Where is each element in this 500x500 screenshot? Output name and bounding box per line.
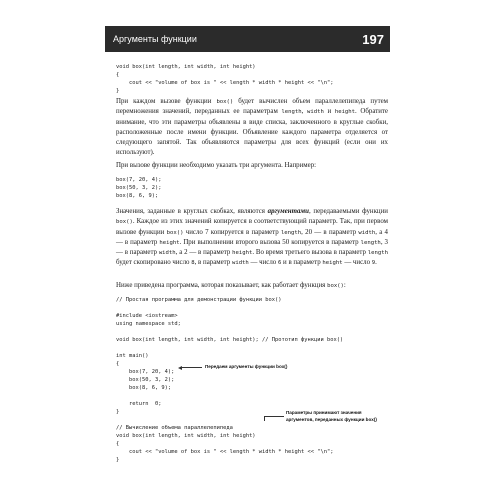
- code-line: {: [116, 441, 120, 447]
- inline-code: 8: [191, 260, 195, 267]
- text-run: ,: [301, 108, 308, 116]
- code-line: }: [116, 88, 120, 94]
- code-listing-box-calls: [116, 176, 161, 200]
- paragraph-parameters: [116, 97, 388, 159]
- text-run: .: [375, 259, 377, 267]
- annotation-parameters-line-2: аргументов, переданных функции box(): [286, 417, 377, 422]
- text-run: . При выполнении второго вызова 50 копируется в параметр: [179, 238, 361, 246]
- text-run: Значения, заданные в круглых скобках, являются: [116, 208, 268, 215]
- code-listing-program: [116, 296, 343, 464]
- text-run: и в параметр: [281, 259, 323, 267]
- text-run: , а 2 — в параметр: [175, 249, 233, 257]
- text-run: будет вычислен объем параллелепипеда путем перемножения значений, переданных ее параметрам: [116, 98, 388, 116]
- inline-code: 6: [277, 260, 282, 267]
- code-line: int main(): [116, 353, 149, 359]
- code-line: box(7, 20, 4);: [116, 369, 175, 375]
- page-number: 197: [362, 31, 384, 47]
- inline-code: height: [322, 260, 343, 267]
- text-run: . Каждое из этих значений копируется в соответствующий параметр. Так, при первом вызове функции: [116, 218, 388, 236]
- inline-code: length: [281, 109, 302, 116]
- code-line: cout << "volume of box is " << length * width * height << "\n";: [116, 449, 334, 455]
- code-line: box(7, 20, 4);: [116, 177, 162, 183]
- code-line: void box(int length, int width, int height): [116, 433, 256, 439]
- inline-code: width: [158, 250, 176, 257]
- text-run: число 7 копируется в параметр: [183, 228, 281, 236]
- text-run: , 3 — в параметр: [116, 238, 388, 257]
- inline-code: box(): [327, 283, 344, 289]
- code-line: box(8, 6, 9);: [116, 193, 159, 199]
- inline-code: width: [307, 109, 324, 116]
- chapter-title: Аргументы функции: [113, 34, 197, 44]
- code-line: void box(int length, int width, int height): [116, 64, 256, 70]
- code-line: }: [116, 457, 120, 463]
- text-run: — число: [342, 259, 372, 267]
- text-run: При каждом вызове функции: [116, 98, 217, 105]
- text-run: , в параметр: [194, 259, 232, 267]
- inline-code: length: [367, 250, 388, 257]
- annotation-pass-arguments: Передаем аргументы функции box(): [205, 364, 288, 369]
- code-line: box(50, 3, 2);: [116, 185, 162, 191]
- text-run: . Обратите внимание, что эти параметры объявлены в виде списка, заключенного в круглые скобки, расположенные после имени функции. Объявление каждого параметра отделяется от следующего запятой. Так объявляются параметры для всех функций (если они их используют).: [116, 108, 388, 157]
- text-run: Ниже приведена программа, которая показывает, как работает функция: [116, 282, 328, 289]
- inline-code: box(): [216, 99, 234, 105]
- code-line: box(8, 6, 9);: [116, 385, 172, 391]
- text-run: и: [323, 108, 335, 116]
- text-run: , передаваемыми функции: [308, 208, 388, 215]
- inline-code: width: [358, 229, 376, 236]
- inline-code: length: [280, 229, 302, 236]
- paragraph-call-arguments: [116, 161, 388, 171]
- code-line: return 0;: [116, 401, 162, 407]
- inline-code: height: [159, 239, 180, 246]
- text-run: , а 4 — в параметр: [116, 228, 388, 246]
- page-header: [105, 26, 390, 52]
- inline-code: length: [360, 239, 381, 246]
- inline-code: width: [231, 260, 249, 267]
- emphasis-text: аргументами: [267, 208, 309, 215]
- text-run: — число: [248, 259, 278, 267]
- inline-code: height: [334, 109, 356, 116]
- inline-code: box(): [116, 219, 133, 226]
- code-line: }: [116, 409, 120, 415]
- annotation-parameters-line-1: Параметры принимают значения: [286, 410, 362, 415]
- code-line: void box(int length, int width, int height); // Прототип функции box(): [116, 337, 344, 343]
- code-line: using namespace std;: [116, 321, 181, 327]
- text-run: , 20 — в параметр: [301, 228, 359, 236]
- arrow-line-args: [182, 367, 202, 368]
- text-run: . Во время третьего вызова в параметр: [252, 249, 368, 257]
- paragraph-arguments-explained: [116, 207, 388, 269]
- text-run: :: [343, 282, 346, 289]
- code-line: // Простая программа для демонстрации функции box(): [116, 297, 282, 303]
- text-run: будет скопировано число: [116, 259, 192, 267]
- text-run: При вызове функции необходимо указать три аргумента. Например:: [116, 162, 317, 169]
- code-line: {: [116, 361, 120, 367]
- arrow-line-params: [264, 416, 284, 417]
- code-line: cout << "volume of box is " << length * width * height << "\n";: [116, 80, 334, 86]
- inline-code: height: [232, 250, 253, 257]
- code-line: #include <iostream>: [116, 313, 178, 319]
- paragraph-program-intro: [116, 281, 388, 291]
- inline-code: 9: [371, 260, 376, 267]
- code-line: // Вычисление объема параллелепипеда: [116, 425, 233, 431]
- inline-code: box(): [166, 229, 184, 236]
- code-line: box(50, 3, 2);: [116, 377, 175, 383]
- code-line: {: [116, 72, 120, 78]
- code-listing-box-function: [116, 63, 333, 95]
